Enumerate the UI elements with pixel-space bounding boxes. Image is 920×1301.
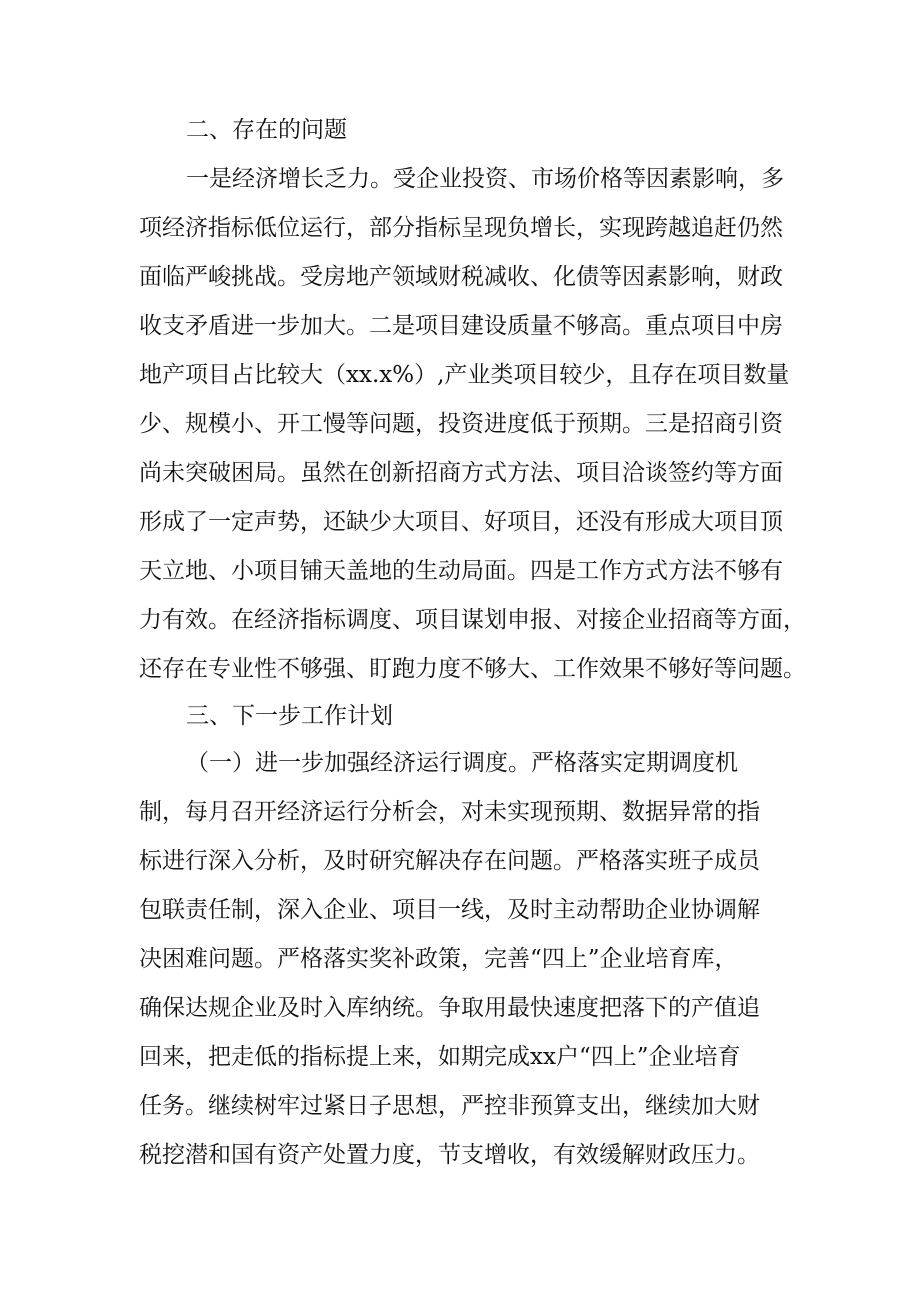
problems-line-8: 形成了一定声势，还缺少大项目、好项目，还没有形成大项目顶 — [139, 509, 783, 535]
plan-line-7: 回来，把走低的指标提上来，如期完成xx户“四上”企业培育 — [139, 1044, 741, 1070]
problems-line-1: 一是经济增长乏力。受企业投资、市场价格等因素影响，多 — [186, 166, 784, 192]
plan-line-2: 制，每月召开经济运行分析会，对未实现预期、数据异常的指 — [139, 799, 760, 825]
problems-line-6: 少、规模小、开工慢等问题，投资进度低于预期。三是招商引资 — [139, 411, 783, 437]
problems-line-7: 尚未突破困局。虽然在创新招商方式方法、项目洽谈签约等方面 — [139, 460, 783, 486]
plan-line-9: 税挖潜和国有资产处置力度，节支增收，有效缓解财政压力。 — [139, 1142, 760, 1168]
problems-line-11: 还存在专业性不够强、盯跑力度不够大、工作效果不够好等问题。 — [139, 656, 806, 682]
plan-line-5: 决困难问题。严格落实奖补政策，完善“四上”企业培育库， — [139, 946, 738, 972]
plan-line-1: （一）进一步加强经济运行调度。严格落实定期调度机 — [186, 750, 738, 776]
section-three-heading: 三、下一步工作计划 — [186, 703, 393, 729]
problems-line-5: 地产项目占比较大（xx.x%）,产业类项目较少，且存在项目数量 — [139, 362, 790, 388]
problems-line-3: 面临严峻挑战。受房地产领域财税减收、化债等因素影响，财政 — [139, 264, 783, 290]
problems-line-9: 天立地、小项目铺天盖地的生动局面。四是工作方式方法不够有 — [139, 558, 783, 584]
plan-line-8: 任务。继续树牢过紧日子思想，严控非预算支出，继续加大财 — [139, 1093, 760, 1119]
plan-line-6: 确保达规企业及时入库纳统。争取用最快速度把落下的产值追 — [139, 995, 760, 1021]
problems-line-10: 力有效。在经济指标调度、项目谋划申报、对接企业招商等方面， — [139, 607, 806, 633]
problems-line-2: 项经济指标低位运行，部分指标呈现负增长，实现跨越追赶仍然 — [139, 215, 783, 241]
plan-line-4: 包联责任制，深入企业、项目一线，及时主动帮助企业协调解 — [139, 897, 760, 923]
section-two-heading: 二、存在的问题 — [186, 117, 347, 143]
plan-line-3: 标进行深入分析，及时研究解决存在问题。严格落实班子成员 — [139, 848, 760, 874]
problems-line-4: 收支矛盾进一步加大。二是项目建设质量不够高。重点项目中房 — [139, 313, 783, 339]
